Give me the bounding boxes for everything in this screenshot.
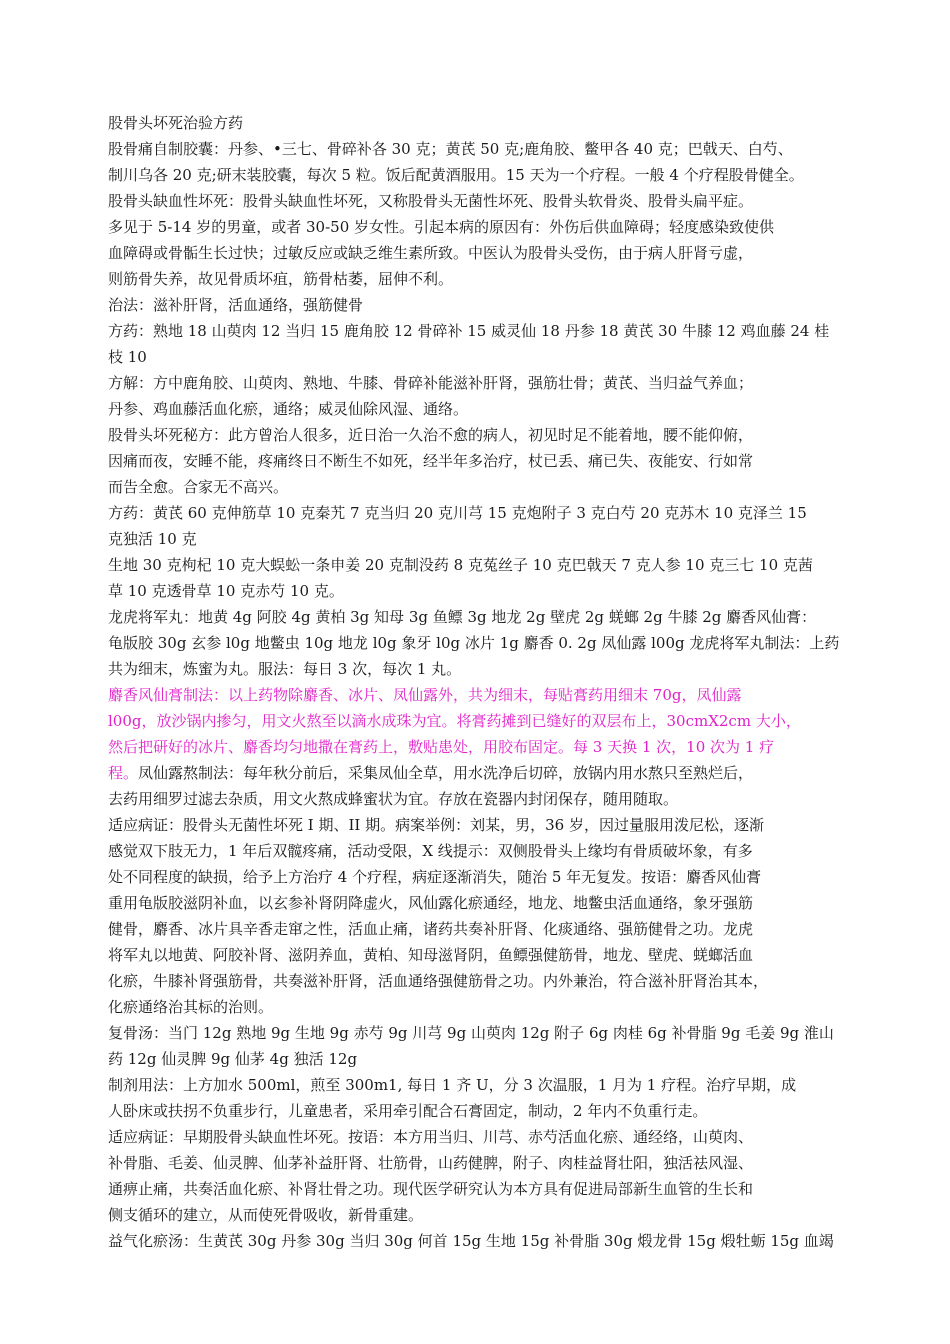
text-line: 将军丸以地黄、阿胶补肾、滋阴养血，黄柏、知母滋肾阴，鱼鳔强健筋骨，地龙、壁虎、蜣螂活血 (108, 946, 754, 964)
text-line: 制剂用法：上方加水 500ml，煎至 300m1, 每日 1 齐 U，分 3 次温服，1 月为 1 疗程。治疗早期，成 (108, 1076, 797, 1094)
text-line: 处不同程度的缺损，给予上方治疗 4 个疗程，病症逐渐消失，随治 5 年无复发。按语：麝香风仙膏 (108, 868, 762, 886)
text-line: 补骨脂、毛姜、仙灵脾、仙茅补益肝肾、壮筋骨，山药健脾，附子、肉桂益肾壮阳，独活祛风湿、 (108, 1154, 754, 1172)
text-line: 生地 30 克枸杞 10 克大蜈蚣一条申姜 20 克制没药 8 克菟丝子 10 克巴戟天 7 克人参 10 克三七 10 克茜 (108, 556, 813, 574)
text-line: 健骨，麝香、冰片具辛香走窜之性，活血止痛，诸药共奏补肝肾、化痰通络、强筋健骨之功。龙虎 (108, 920, 754, 938)
text-line: 龙虎将军丸：地黄 4g 阿胶 4g 黄柏 3g 知母 3g 鱼鳔 3g 地龙 2g 壁虎 2g 蜣螂 2g 牛膝 2g 麝香风仙膏： (108, 608, 817, 626)
text-line: 血障碍或骨骺生长过快；过敏反应或缺乏维生素所致。中医认为股骨头受伤，由于病人肝肾亏虚， (108, 244, 754, 262)
document-body (108, 110, 850, 1254)
highlighted-text: 麝香风仙膏制法：以上药物除麝香、冰片、凤仙露外，共为细末，每贴膏药用细末 70g，凤仙露 (108, 686, 742, 704)
text-line (108, 708, 850, 734)
text-line: 则筋骨失养，故见骨质坏疽，筋骨枯萎，屈伸不利。 (108, 270, 454, 288)
text-line: 感觉双下肢无力，1 年后双髋疼痛，活动受限，X 线提示：双侧股骨头上缘均有骨质破坏象，有多 (108, 842, 753, 860)
text-line: 枝 10 (108, 348, 147, 366)
text-line: 草 10 克透骨草 10 克赤芍 10 克。 (108, 582, 344, 600)
text-line: 方解：方中鹿角胶、山萸肉、熟地、牛膝、骨碎补能滋补肝肾，强筋壮骨；黄芪、当归益气养血； (108, 374, 754, 392)
text-line: 重用龟版胶滋阴补血，以玄参补肾阴降虚火，风仙露化瘀通经，地龙、地鳖虫活血通络，象牙强筋 (108, 894, 754, 912)
highlighted-text: 程。 (108, 764, 139, 782)
text-line: 股骨痛自制胶囊：丹参、•三七、骨碎补各 30 克；黄芪 50 克;鹿角胶、鳖甲各 40 克；巴戟天、白芍、 (108, 140, 793, 158)
text-line (108, 682, 850, 708)
text-line: 克独活 10 克 (108, 530, 197, 548)
text-line: 药 12g 仙灵脾 9g 仙茅 4g 独活 12g (108, 1050, 358, 1068)
text-line: 人卧床或扶拐不负重步行，儿童患者，采用牵引配合石膏固定，制动，2 年内不负重行走。 (108, 1102, 708, 1120)
highlighted-text: 然后把研好的冰片、麝香均匀地撒在膏药上，敷贴患处，用胶布固定。每 3 天换 1 次，10 次为 1 疗 (108, 738, 775, 756)
plain-text: 凤仙露熬制法：每年秋分前后，采集凤仙全草，用水洗净后切碎，放锅内用水熬只至熟烂后， (138, 764, 754, 782)
text-line: 益气化瘀汤：生黄芪 30g 丹参 30g 当归 30g 何首 15g 生地 15g 补骨脂 30g 煅龙骨 15g 煅牡蛎 15g 血竭 (108, 1232, 834, 1250)
text-line: 治法：滋补肝肾，活血通络，强筋健骨 (108, 296, 364, 314)
text-line: 丹参、鸡血藤活血化瘀，通络；威灵仙除风湿、通络。 (108, 400, 469, 418)
text-line: 适应病证：早期股骨头缺血性坏死。按语：本方用当归、川芎、赤芍活血化瘀、通经络，山萸肉、 (108, 1128, 754, 1146)
text-line: 复骨汤：当门 12g 熟地 9g 生地 9g 赤芍 9g 川芎 9g 山萸肉 12g 附子 6g 肉桂 6g 补骨脂 9g 毛姜 9g 淮山 (108, 1024, 834, 1042)
text-line: 去药用细罗过滤去杂质，用文火熬成蜂蜜状为宜。存放在瓷器内封闭保存，随用随取。 (108, 790, 679, 808)
text-line: 共为细末，炼蜜为丸。服法：每日 3 次，每次 1 丸。 (108, 660, 462, 678)
text-line: 化瘀通络治其标的治则。 (108, 998, 274, 1016)
text-line: 股骨头坏死治验方药 (108, 114, 244, 132)
text-line: 制川乌各 20 克;研末装胶囊，每次 5 粒。饭后配黄酒服用。15 天为一个疗程。一般 4 个疗程股骨健全。 (108, 166, 804, 184)
text-line: 股骨头坏死秘方：此方曾治人很多，近日治一久治不愈的病人，初见时足不能着地，腰不能仰俯， (108, 426, 754, 444)
highlighted-text: l00g，放沙锅内掺匀，用文火熬至以滴水成珠为宜。将膏药摊到已缝好的双层布上，30cmX2cm 大小， (108, 712, 801, 730)
text-line: 多见于 5-14 岁的男童，或者 30-50 岁女性。引起本病的原因有：外伤后供血障碍；轻度感染致使供 (108, 218, 775, 236)
text-line: 龟版胶 30g 玄参 l0g 地鳖虫 10g 地龙 l0g 象牙 l0g 冰片 1g 麝香 0. 2g 凤仙露 l00g 龙虎将军丸制法：上药 (108, 634, 840, 652)
text-line: 适应病证：股骨头无菌性坏死 I 期、II 期。病案举例：刘某，男，36 岁，因过量服用泼尼松，逐渐 (108, 816, 764, 834)
text-line: 而告全愈。合家无不高兴。 (108, 478, 289, 496)
text-line: 侧支循环的建立，从而使死骨吸收，新骨重建。 (108, 1206, 424, 1224)
text-line: 因痛而夜，安睡不能，疼痛终日不断生不如死，经半年多治疗，杖已丢、痛已失、夜能安、行如常 (108, 452, 754, 470)
text-line (108, 734, 850, 760)
text-line: 方药：黄芪 60 克伸筋草 10 克秦艽 7 克当归 20 克川芎 15 克炮附子 3 克白芍 20 克苏木 10 克泽兰 15 (108, 504, 807, 522)
text-line (108, 760, 850, 786)
text-line: 方药：熟地 18 山萸肉 12 当归 15 鹿角胶 12 骨碎补 15 威灵仙 18 丹参 18 黄芪 30 牛膝 12 鸡血藤 24 桂 (108, 322, 830, 340)
text-line: 通痹止痛，共奏活血化瘀、补肾壮骨之功。现代医学研究认为本方具有促进局部新生血管的生长和 (108, 1180, 754, 1198)
text-line: 化瘀，牛膝补肾强筋骨，共奏滋补肝肾，活血通络强健筋骨之功。内外兼治，符合滋补肝肾治其本， (108, 972, 769, 990)
text-line: 股骨头缺血性坏死：股骨头缺血性坏死，又称股骨头无菌性坏死、股骨头软骨炎、股骨头扁平症。 (108, 192, 754, 210)
